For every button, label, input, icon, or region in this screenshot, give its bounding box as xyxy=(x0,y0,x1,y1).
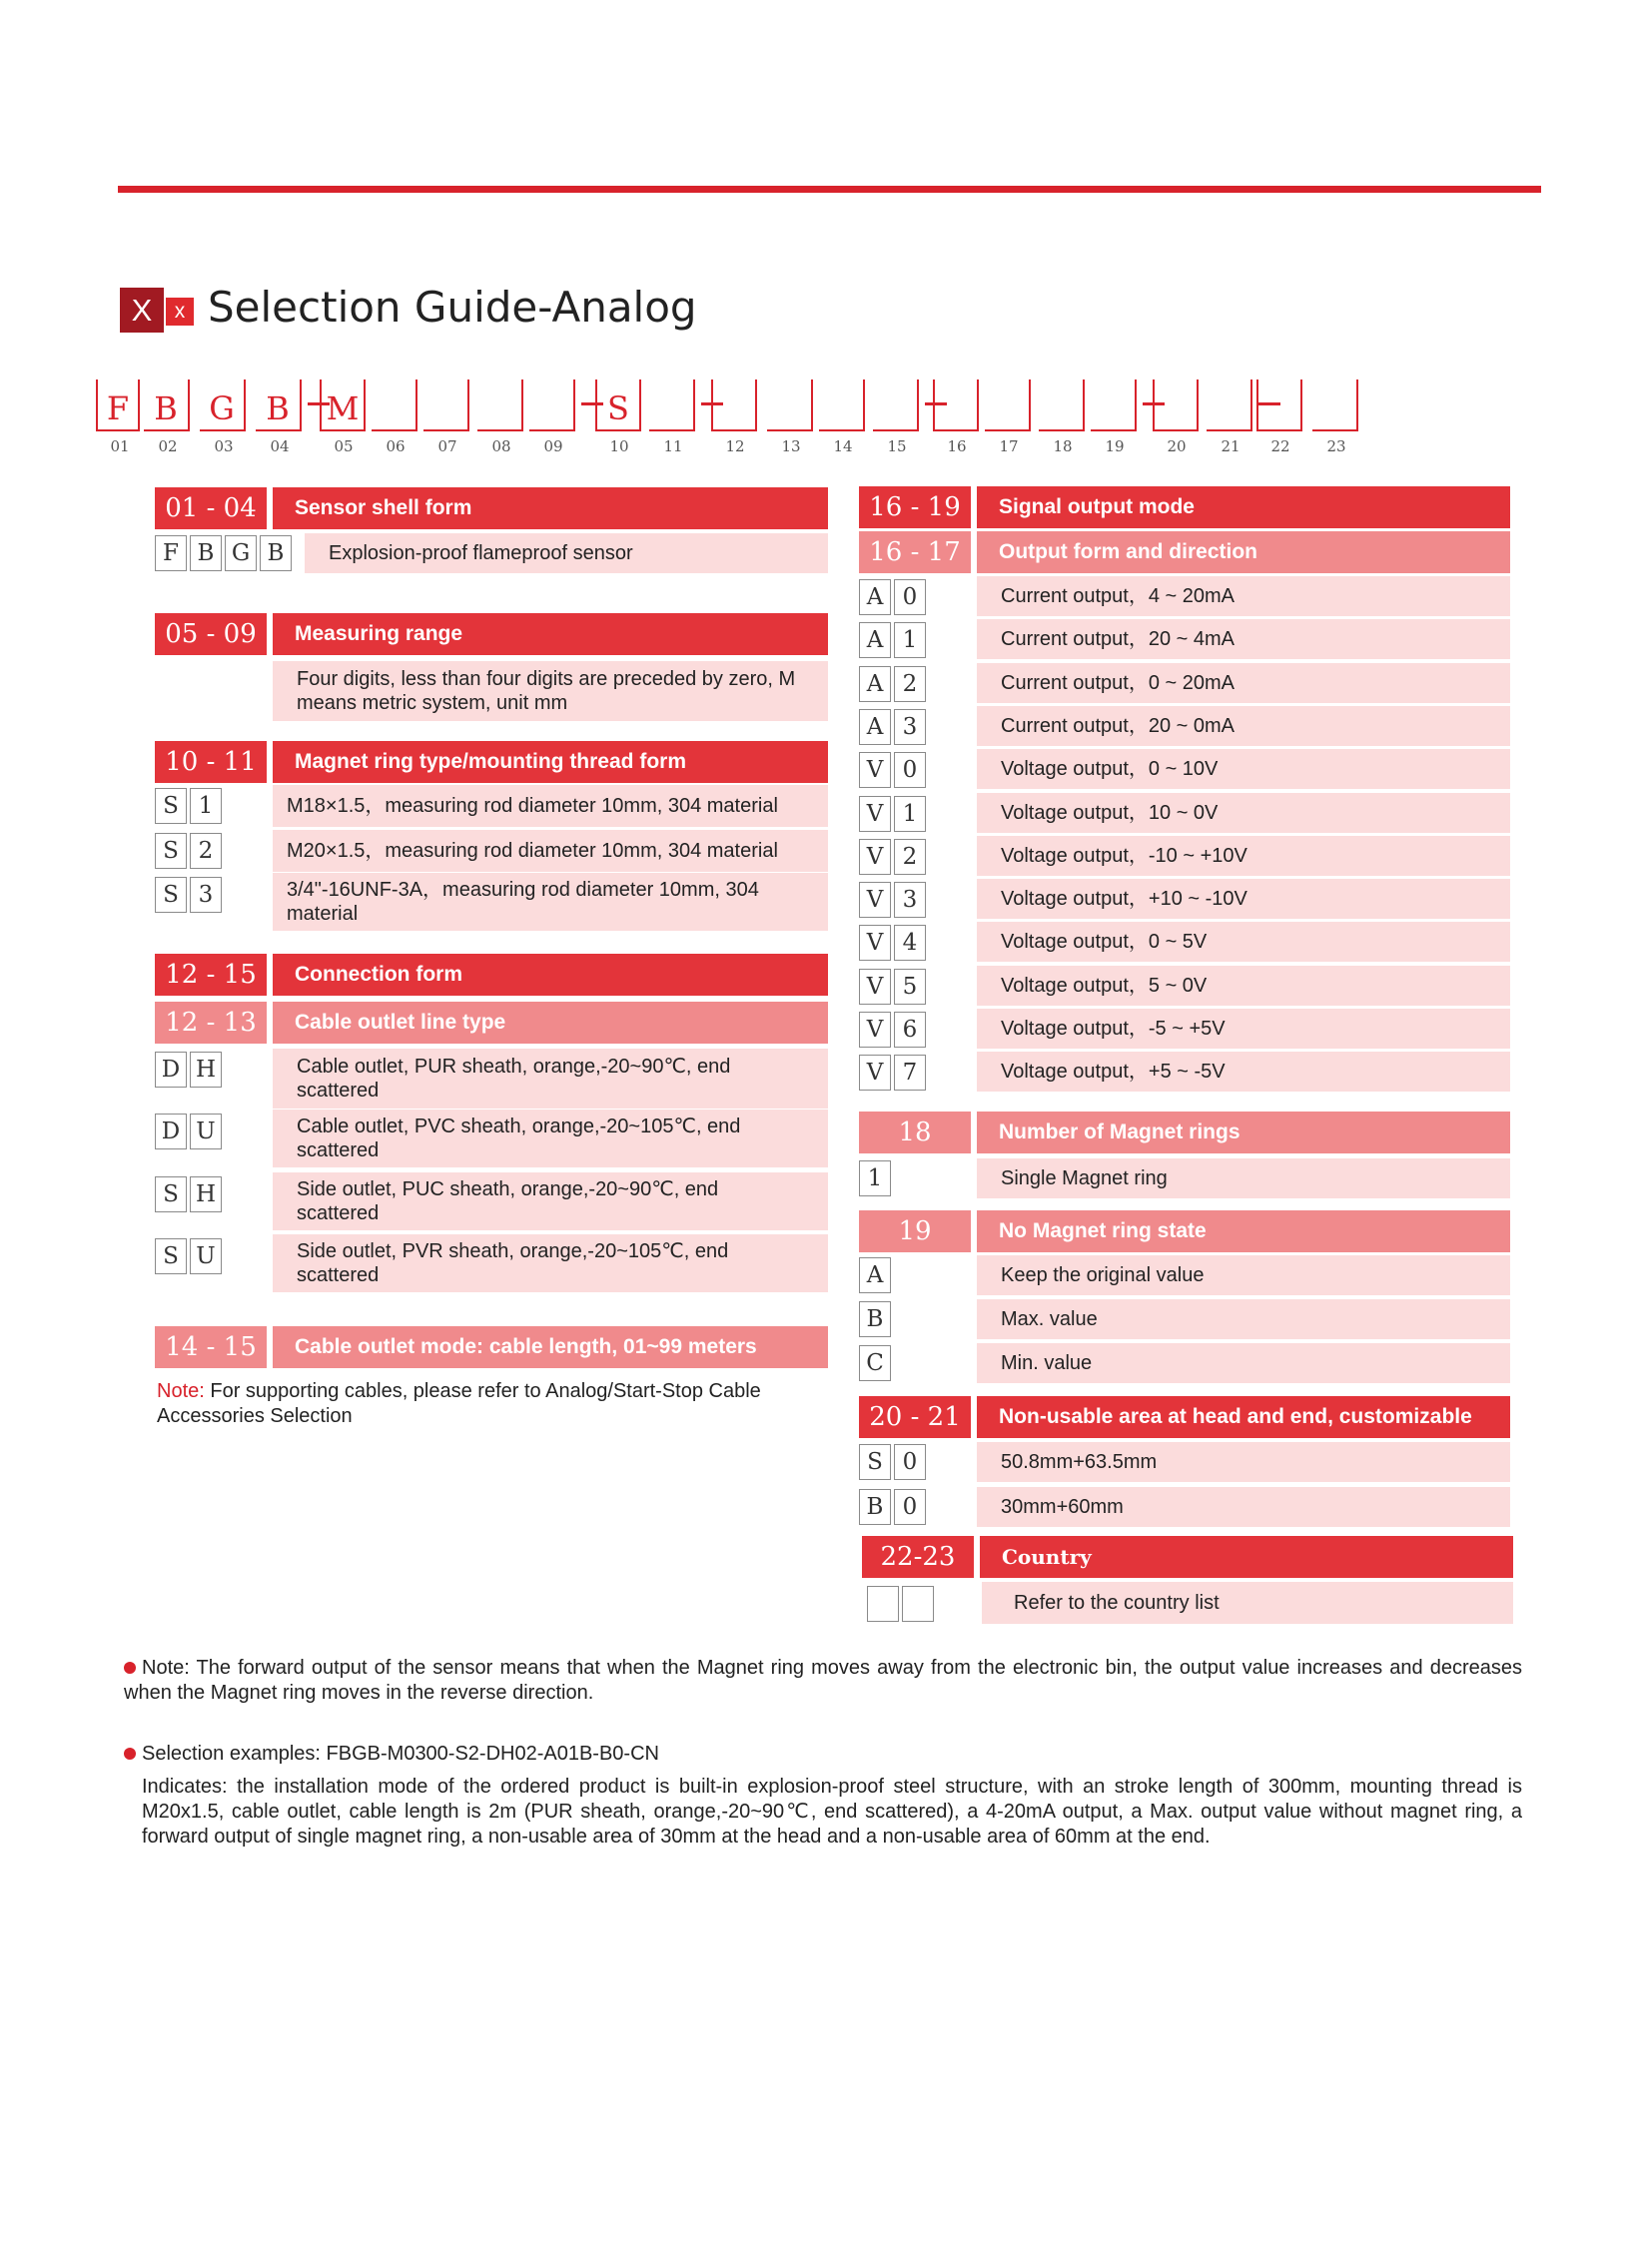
option-row xyxy=(155,1176,719,1224)
code-boxes xyxy=(859,882,926,918)
code-box: V xyxy=(859,1012,891,1048)
code-position-number: 01 xyxy=(110,437,130,455)
section-number: 19 xyxy=(859,1210,971,1252)
code-position-box xyxy=(767,379,813,431)
bullet-dot-icon xyxy=(124,1748,136,1760)
code-position-number: 15 xyxy=(887,437,907,455)
code-position-box xyxy=(1207,379,1252,431)
code-box: A xyxy=(859,1257,891,1293)
option-row xyxy=(859,1345,1093,1381)
cable-note xyxy=(157,1379,796,1429)
code-position-number: 04 xyxy=(270,437,290,455)
model-code-bar xyxy=(96,379,1554,459)
selection-example xyxy=(124,1742,1522,1767)
code-box: 2 xyxy=(190,833,222,869)
option-description: Current output，0 ~ 20mA xyxy=(977,663,1510,703)
example-explanation: Indicates: the installation mode of the ordered product is built-in explosion-proof steel structure, with an stroke length of 300mm, mounting thread is M20x1.5, cable outlet, cable length is 2m (PUR sheath, orange,-20~90℃, end scattered), a 4-20mA output, a Max. output value without magnet ring, a forward output of single magnet ring, a non-usable area of 30mm at the head and a non-usable area of 60mm at the end. xyxy=(142,1776,1522,1848)
code-box: 0 xyxy=(894,579,926,615)
code-boxes xyxy=(859,796,926,832)
code-box: 2 xyxy=(894,839,926,875)
option-description: Current output，20 ~ 4mA xyxy=(977,619,1510,659)
code-position-number: 22 xyxy=(1270,437,1290,455)
code-boxes xyxy=(859,1489,926,1525)
code-box xyxy=(902,1586,934,1622)
section-number: 01 - 04 xyxy=(155,487,267,529)
note-paragraph: Note: The forward output of the sensor means that when the Magnet ring moves away from the electronic bin, the output value increases and decreases when the Magnet ring moves in the reverse direction. xyxy=(124,1657,1522,1704)
option-description: M20×1.5，measuring rod diameter 10mm, 304 material xyxy=(273,830,828,872)
section-label: Cable outlet mode: cable length, 01~99 meters xyxy=(273,1326,828,1368)
option-row xyxy=(859,579,1236,615)
code-position-number: 08 xyxy=(491,437,511,455)
code-box: 6 xyxy=(894,1012,926,1048)
option-description: Cable outlet, PVC sheath, orange,-20~105℃, end scattered xyxy=(273,1110,828,1167)
section-header-magnet-ring-count xyxy=(859,1112,1510,1153)
code-position-number: 03 xyxy=(214,437,234,455)
section-header-magnet-ring-thread xyxy=(155,741,828,783)
logo-mark-small: x xyxy=(166,298,194,326)
code-position-number: 18 xyxy=(1053,437,1073,455)
logo-mark-large: X xyxy=(120,288,164,333)
section-header-connection-form xyxy=(155,954,828,996)
bullet-dot-icon xyxy=(124,1662,136,1674)
code-box: F xyxy=(155,535,187,571)
section-label: Output form and direction xyxy=(977,531,1510,573)
code-box: 0 xyxy=(894,752,926,788)
code-boxes xyxy=(859,1160,891,1196)
option-row xyxy=(859,1257,1205,1293)
option-description: Single Magnet ring xyxy=(977,1158,1510,1198)
code-box: V xyxy=(859,925,891,961)
option-description: Voltage output，10 ~ 0V xyxy=(977,793,1510,833)
section-header-cable-line-type xyxy=(155,1002,828,1044)
code-boxes xyxy=(859,752,926,788)
section-header-non-usable-area xyxy=(859,1396,1510,1438)
option-description: Cable outlet, PUR sheath, orange,-20~90℃, end scattered xyxy=(273,1049,828,1109)
code-position-box: M xyxy=(320,379,366,431)
code-boxes xyxy=(859,666,926,702)
code-box: A xyxy=(859,666,891,702)
code-boxes xyxy=(155,1238,222,1274)
section-number: 05 - 09 xyxy=(155,613,267,655)
section-header-country xyxy=(862,1536,1513,1578)
section-number: 22-23 xyxy=(862,1536,974,1578)
code-position-box xyxy=(529,379,575,431)
code-position-box: G xyxy=(200,379,246,431)
option-row xyxy=(859,1489,1124,1525)
option-description: Side outlet, PVR sheath, orange,-20~105℃, end scattered xyxy=(273,1234,828,1292)
option-row xyxy=(859,796,1219,832)
section-label: Sensor shell form xyxy=(273,487,828,529)
code-boxes xyxy=(859,1444,926,1480)
section-number: 12 - 15 xyxy=(155,954,267,996)
code-position-box: B xyxy=(144,379,190,431)
code-position-number: 19 xyxy=(1105,437,1125,455)
code-box: S xyxy=(859,1444,891,1480)
code-boxes xyxy=(155,1114,222,1149)
section-number: 14 - 15 xyxy=(155,1326,267,1368)
code-box: B xyxy=(190,535,222,571)
code-position-box xyxy=(819,379,865,431)
section-number: 10 - 11 xyxy=(155,741,267,783)
option-row xyxy=(859,925,1208,961)
code-box: C xyxy=(859,1345,891,1381)
code-boxes xyxy=(155,1052,222,1088)
option-row xyxy=(859,1301,1098,1337)
code-position-number: 12 xyxy=(725,437,745,455)
code-box: 1 xyxy=(190,788,222,824)
code-box: V xyxy=(859,796,891,832)
code-position-number: 16 xyxy=(947,437,967,455)
code-boxes xyxy=(155,1176,222,1212)
option-row xyxy=(859,752,1219,788)
code-position-number: 07 xyxy=(437,437,457,455)
code-box: V xyxy=(859,752,891,788)
top-divider xyxy=(118,186,1541,193)
code-box: 0 xyxy=(894,1489,926,1525)
option-row xyxy=(859,1055,1226,1091)
code-boxes xyxy=(155,877,222,913)
section-label: No Magnet ring state xyxy=(977,1210,1510,1252)
code-box xyxy=(867,1586,899,1622)
code-position-box xyxy=(711,379,757,431)
section-header-output-form xyxy=(859,531,1510,573)
option-row xyxy=(859,666,1236,702)
option-description: Voltage output，+5 ~ -5V xyxy=(977,1052,1510,1092)
section-header-measuring-range xyxy=(155,613,828,655)
code-box: D xyxy=(155,1114,187,1149)
code-box: S xyxy=(155,833,187,869)
option-description: Side outlet, PUC sheath, orange,-20~90℃, end scattered xyxy=(273,1172,828,1230)
code-position-number: 17 xyxy=(999,437,1019,455)
option-row xyxy=(859,969,1208,1005)
option-description: 3/4"-16UNF-3A，measuring rod diameter 10mm, 304 material xyxy=(273,873,828,931)
section-label: Cable outlet line type xyxy=(273,1002,828,1044)
code-position-number: 02 xyxy=(158,437,178,455)
code-box: 3 xyxy=(190,877,222,913)
code-box: B xyxy=(260,535,292,571)
section-label: Signal output mode xyxy=(977,486,1510,528)
code-position-box xyxy=(1312,379,1358,431)
option-row xyxy=(859,882,1247,918)
section-label: Connection form xyxy=(273,954,828,996)
code-box: G xyxy=(225,535,257,571)
option-row xyxy=(155,1238,729,1286)
option-description: 50.8mm+63.5mm xyxy=(977,1442,1510,1482)
option-description: Explosion-proof flameproof sensor xyxy=(305,533,828,573)
code-position-number: 05 xyxy=(334,437,354,455)
section-number: 12 - 13 xyxy=(155,1002,267,1044)
code-position-number: 06 xyxy=(386,437,406,455)
option-row xyxy=(859,622,1236,658)
code-boxes xyxy=(859,1055,926,1091)
code-position-number: 21 xyxy=(1221,437,1240,455)
code-box: 1 xyxy=(859,1160,891,1196)
code-boxes xyxy=(155,535,292,571)
option-description: Refer to the country list xyxy=(982,1582,1513,1624)
option-description: Voltage output，0 ~ 5V xyxy=(977,922,1510,962)
section-number: 18 xyxy=(859,1112,971,1153)
code-position-number: 23 xyxy=(1326,437,1346,455)
option-row xyxy=(155,1114,741,1161)
code-boxes xyxy=(859,925,926,961)
page-title: Selection Guide-Analog xyxy=(208,283,697,332)
code-boxes xyxy=(867,1586,934,1622)
code-position-box xyxy=(1091,379,1137,431)
option-row xyxy=(859,839,1247,875)
code-boxes xyxy=(155,788,222,824)
code-box: V xyxy=(859,1055,891,1091)
code-position-number: 11 xyxy=(663,437,683,455)
option-row xyxy=(859,709,1236,745)
example-text: Selection examples: FBGB-M0300-S2-DH02-A01B-B0-CN xyxy=(142,1743,659,1765)
option-row xyxy=(859,1160,1168,1196)
code-position-box xyxy=(1153,379,1199,431)
code-box: B xyxy=(859,1301,891,1337)
code-boxes xyxy=(859,969,926,1005)
option-description: Voltage output，-10 ~ +10V xyxy=(977,836,1510,876)
code-position-box: F xyxy=(96,379,140,431)
code-position-number: 10 xyxy=(609,437,629,455)
code-box: A xyxy=(859,579,891,615)
code-position-box xyxy=(985,379,1031,431)
code-box: 1 xyxy=(894,622,926,658)
section-label: Country xyxy=(980,1536,1513,1578)
code-box: 7 xyxy=(894,1055,926,1091)
option-description: Voltage output，0 ~ 10V xyxy=(977,749,1510,789)
code-box: 2 xyxy=(894,666,926,702)
code-position-number: 14 xyxy=(833,437,853,455)
option-description: Current output，4 ~ 20mA xyxy=(977,576,1510,616)
option-row xyxy=(155,833,778,869)
option-row xyxy=(155,788,778,824)
code-box: B xyxy=(859,1489,891,1525)
forward-output-note xyxy=(124,1656,1522,1706)
option-row xyxy=(859,1444,1158,1480)
code-box: 1 xyxy=(894,796,926,832)
section-label: Measuring range xyxy=(273,613,828,655)
section-label: Number of Magnet rings xyxy=(977,1112,1510,1153)
section-header-signal-output xyxy=(859,486,1510,528)
section-label: Non-usable area at head and end, customizable xyxy=(977,1396,1510,1438)
code-box: H xyxy=(190,1176,222,1212)
code-boxes xyxy=(155,833,222,869)
code-boxes xyxy=(859,1257,891,1293)
code-box: 5 xyxy=(894,969,926,1005)
code-box: S xyxy=(155,877,187,913)
code-box: U xyxy=(190,1114,222,1149)
code-box: A xyxy=(859,622,891,658)
code-position-box xyxy=(477,379,523,431)
option-row xyxy=(867,1586,1220,1622)
code-box: S xyxy=(155,788,187,824)
option-description: Voltage output，+10 ~ -10V xyxy=(977,879,1510,919)
code-position-box xyxy=(649,379,695,431)
option-description: Four digits, less than four digits are preceded by zero, M means metric system, unit mm xyxy=(273,661,828,721)
code-box: 0 xyxy=(894,1444,926,1480)
code-box: U xyxy=(190,1238,222,1274)
code-position-box xyxy=(372,379,417,431)
option-description: Voltage output，-5 ~ +5V xyxy=(977,1009,1510,1049)
option-row xyxy=(155,535,633,571)
option-description: Voltage output，5 ~ 0V xyxy=(977,966,1510,1006)
code-box: 4 xyxy=(894,925,926,961)
code-box: V xyxy=(859,882,891,918)
section-number: 16 - 17 xyxy=(859,531,971,573)
section-number: 16 - 19 xyxy=(859,486,971,528)
code-box: V xyxy=(859,969,891,1005)
option-description: Current output，20 ~ 0mA xyxy=(977,706,1510,746)
code-boxes xyxy=(859,1345,891,1381)
option-row xyxy=(155,1052,731,1102)
section-header-no-magnet-state xyxy=(859,1210,1510,1252)
code-position-number: 09 xyxy=(543,437,563,455)
option-description: Keep the original value xyxy=(977,1255,1510,1295)
code-position-box: S xyxy=(595,379,641,431)
code-boxes xyxy=(859,1301,891,1337)
code-position-number: 13 xyxy=(781,437,801,455)
section-number: 20 - 21 xyxy=(859,1396,971,1438)
code-boxes xyxy=(859,709,926,745)
option-row xyxy=(155,877,759,925)
code-box: D xyxy=(155,1052,187,1088)
code-position-box xyxy=(933,379,979,431)
section-header-shell-form xyxy=(155,487,828,529)
code-position-number: 20 xyxy=(1167,437,1187,455)
code-position-box xyxy=(1256,379,1302,431)
note-label: Note: xyxy=(157,1380,205,1402)
code-box: 3 xyxy=(894,882,926,918)
section-header-cable-outlet-mode xyxy=(155,1326,828,1368)
code-box: S xyxy=(155,1176,187,1212)
code-boxes xyxy=(859,622,926,658)
option-row xyxy=(859,1012,1226,1048)
section-label: Magnet ring type/mounting thread form xyxy=(273,741,828,783)
code-boxes xyxy=(859,839,926,875)
option-description: Min. value xyxy=(977,1343,1510,1383)
code-position-box xyxy=(1039,379,1085,431)
code-box: H xyxy=(190,1052,222,1088)
code-box: A xyxy=(859,709,891,745)
code-boxes xyxy=(859,1012,926,1048)
option-description: M18×1.5，measuring rod diameter 10mm, 304 material xyxy=(273,785,828,827)
note-text: For supporting cables, please refer to Analog/Start-Stop Cable Accessories Selection xyxy=(157,1380,761,1427)
code-position-box xyxy=(873,379,919,431)
option-description: Max. value xyxy=(977,1299,1510,1339)
code-box: 3 xyxy=(894,709,926,745)
option-description: 30mm+60mm xyxy=(977,1487,1510,1527)
code-position-box xyxy=(423,379,469,431)
code-box: V xyxy=(859,839,891,875)
code-boxes xyxy=(859,579,926,615)
code-box: S xyxy=(155,1238,187,1274)
code-position-box: B xyxy=(256,379,302,431)
